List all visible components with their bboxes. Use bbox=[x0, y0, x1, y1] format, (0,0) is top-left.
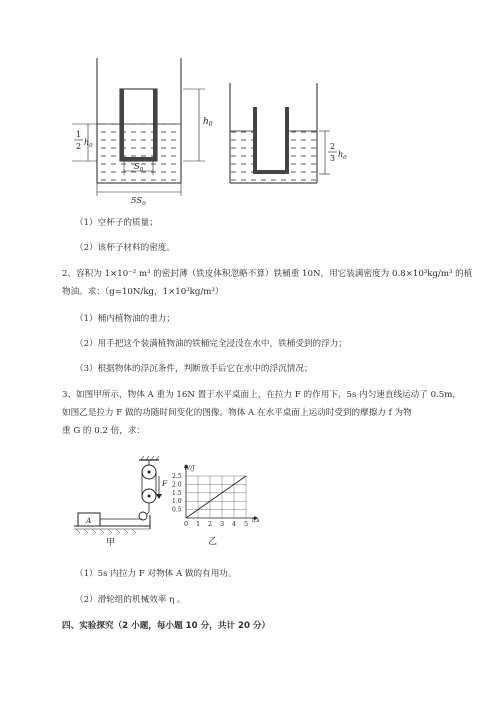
q2-item-1: （1）桶内植物油的重力； bbox=[75, 314, 175, 324]
container-left bbox=[72, 58, 213, 207]
chart-series bbox=[186, 476, 246, 518]
chart-y-tick-label: 0.5 bbox=[172, 506, 182, 514]
chart-y-tick-label: 2.5 bbox=[172, 473, 182, 480]
label-half-den: 2 bbox=[76, 142, 82, 151]
chart-x-tick-label: 0 bbox=[184, 520, 189, 528]
chart-work-time bbox=[168, 458, 268, 548]
label-5S0: $5S_0$ bbox=[131, 196, 146, 207]
q2-item-2: （2）用手把这个装满植物油的铁桶完全浸没在水中，铁桶受到的浮力； bbox=[75, 339, 347, 349]
fig-jia-table bbox=[72, 505, 162, 565]
label-S0: $S_0$ bbox=[134, 162, 144, 173]
label-F: F bbox=[162, 479, 168, 488]
label-half-h0: $h_0$ bbox=[84, 138, 93, 149]
q3-item-2: （2）滑轮组的机械效率 η 。 bbox=[75, 595, 186, 605]
chart-x-tick-label: 2 bbox=[208, 520, 213, 528]
label-h0: $h_0$ bbox=[203, 117, 213, 128]
label-half-num: 1 bbox=[76, 130, 82, 139]
chart-x-tick-label: 1 bbox=[196, 520, 201, 528]
chart-series-line bbox=[186, 476, 246, 518]
container-right bbox=[230, 83, 347, 183]
label-two-thirds-h0: $h_0$ bbox=[338, 150, 347, 161]
q3-line-1: 3、如图甲所示，物体 A 重为 16N 置于水平桌面上，在拉力 F 的作用下，5s 内匀速直线运动了 0.5m， bbox=[62, 390, 462, 400]
label-two-thirds-num: 2 bbox=[330, 142, 336, 151]
fig-cup-in-container bbox=[0, 0, 500, 210]
caption-jia: 甲 bbox=[106, 538, 116, 548]
q2-item-3: （3）根据物体的浮沉条件，判断放手后它在水中的浮沉情况； bbox=[75, 364, 313, 374]
chart-x-tick-label: 3 bbox=[220, 520, 225, 528]
section-4-heading: 四、实验探究（2 小题，每小题 10 分，共计 20 分） bbox=[62, 621, 271, 631]
q1-item-1: （1）空杯子的质量； bbox=[75, 218, 158, 228]
q3-line-2: 如图乙是拉力 F 做的功随时间变化的图像。物体 A 在水平桌面上运动时受到的摩擦力 f 为物 bbox=[62, 408, 412, 418]
label-two-thirds-den: 3 bbox=[330, 154, 336, 163]
chart-x-tick-label: 4 bbox=[232, 520, 237, 528]
q2-line-1: 2、容积为 1×10⁻² m³ 的密封薄（铁皮体积忽略不算）铁桶重 10N，用它装满密度为 0.8×10³kg/m³ 的植 bbox=[62, 269, 473, 279]
q2-line-2: 物油。求：（g=10N/kg，1×10³kg/m³） bbox=[62, 287, 224, 297]
q3-item-1: （1）5s 内拉力 F 对物体 A 做的有用功。 bbox=[75, 569, 237, 579]
chart-caption: 乙 bbox=[208, 537, 218, 547]
chart-xlabel: t/s bbox=[252, 517, 260, 524]
q1-item-2: （2）该杯子材料的密度。 bbox=[75, 243, 175, 253]
chart-ylabel: W/J bbox=[184, 465, 195, 472]
chart-y-tick-label: 2.0 bbox=[172, 481, 182, 489]
q3-line-3: 重 G 的 0.2 倍，求： bbox=[62, 426, 146, 436]
chart-x-tick-label: 5 bbox=[244, 520, 249, 528]
label-A: A bbox=[86, 516, 92, 525]
chart-y-tick-label: 1.0 bbox=[172, 498, 182, 506]
chart-y-tick-label: 1.5 bbox=[172, 489, 182, 497]
